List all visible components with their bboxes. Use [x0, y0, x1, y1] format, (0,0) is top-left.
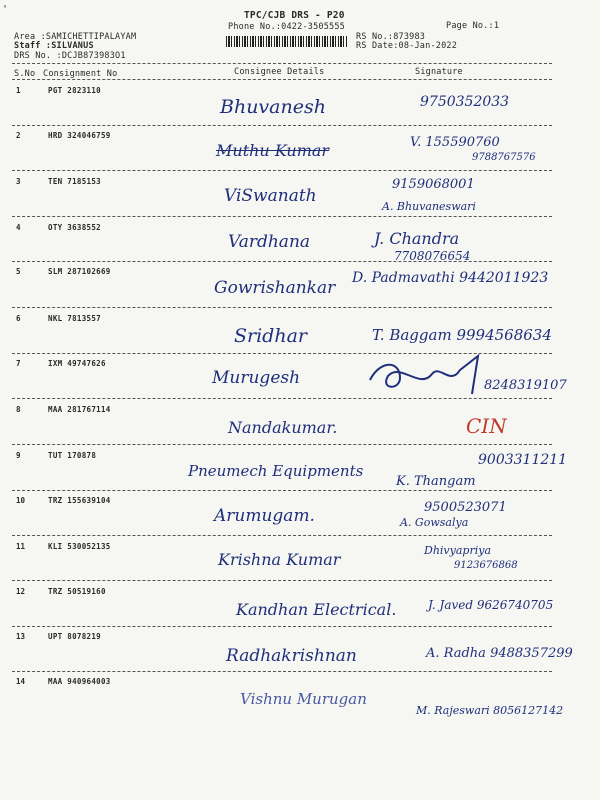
signature: D. Padmavathi 9442011923 — [352, 270, 549, 286]
row-number: 4 — [16, 223, 21, 232]
row-number: 14 — [16, 677, 26, 686]
document-title: TPC/CJB DRS - P20 — [244, 10, 345, 21]
col-consignment: Consignment No — [43, 69, 118, 79]
col-sno: S.No — [14, 69, 36, 79]
consignee-name: Gowrishankar — [214, 278, 336, 298]
corner-mark: ' — [2, 4, 9, 15]
row-number: 3 — [16, 177, 21, 186]
consignment-number: SLM 287102669 — [48, 267, 111, 276]
row-number: 12 — [16, 587, 26, 596]
consignee-name: Krishna Kumar — [218, 550, 341, 569]
consignee-name: Sridhar — [234, 325, 307, 347]
consignee-name: Kandhan Electrical. — [236, 600, 397, 619]
signature: V. 155590760 — [410, 135, 500, 150]
signature-phone: 9500523071 — [424, 500, 507, 515]
area-label: Area :SAMICHETTIPALAYAM — [14, 32, 137, 42]
drs-number: DRS No. :DCJB873983O1 — [14, 51, 126, 61]
divider — [12, 79, 552, 80]
row-number: 7 — [16, 359, 21, 368]
signature-phone: 9159068001 — [392, 177, 475, 192]
row-number: 2 — [16, 131, 21, 140]
consignee-name: Muthu Kumar — [216, 141, 330, 160]
signature: J. Chandra — [374, 229, 460, 248]
rs-number: RS No.:873983 — [356, 32, 426, 42]
consignment-number: MAA 281767114 — [48, 405, 111, 414]
row-number: 10 — [16, 496, 26, 505]
signature: A. Radha 9488357299 — [426, 646, 573, 661]
signature-scribble — [360, 350, 490, 400]
consignee-name: Radhakrishnan — [226, 646, 357, 666]
row-number: 8 — [16, 405, 21, 414]
row-divider — [12, 216, 552, 217]
consignee-name: Nandakumar. — [228, 418, 338, 437]
signature: A. Gowsalya — [400, 516, 469, 529]
signature-phone: 8248319107 — [484, 378, 567, 393]
consignment-number: TUT 170878 — [48, 451, 97, 460]
signature: A. Bhuvaneswari — [382, 200, 476, 213]
consignment-number: UPT 8078219 — [48, 632, 101, 641]
phone-number: Phone No.:0422-3505555 — [228, 22, 345, 32]
row-divider — [12, 671, 552, 672]
barcode — [226, 36, 348, 47]
consignment-number: KLI 530052135 — [48, 542, 111, 551]
row-number: 6 — [16, 314, 21, 323]
row-divider — [12, 580, 552, 581]
consignment-number: TEN 7185153 — [48, 177, 101, 186]
page-number: Page No.:1 — [446, 21, 500, 31]
row-number: 1 — [16, 86, 21, 95]
row-divider — [12, 261, 552, 262]
consignment-number: IXM 49747626 — [48, 359, 106, 368]
row-divider — [12, 535, 552, 536]
col-signature: Signature — [415, 67, 463, 77]
row-number: 9 — [16, 451, 21, 460]
consignee-name: Vardhana — [228, 232, 311, 252]
signature: Dhivyapriya — [424, 544, 491, 557]
row-number: 5 — [16, 267, 21, 276]
consignment-number: MAA 940964003 — [48, 677, 111, 686]
consignee-name: ViSwanath — [224, 186, 317, 206]
signature: M. Rajeswari 8056127142 — [416, 704, 564, 717]
consignee-name: Arumugam. — [214, 506, 315, 526]
consignee-name: Pneumech Equipments — [188, 462, 364, 480]
signature-phone: 9788767576 — [472, 152, 536, 163]
divider — [12, 63, 552, 64]
row-divider — [12, 398, 552, 399]
signature: J. Javed 9626740705 — [428, 598, 554, 612]
signature: 9750352033 — [420, 94, 510, 110]
signature-phone: 7708076654 — [394, 249, 471, 263]
signature: K. Thangam — [396, 474, 476, 489]
consignment-number: TRZ 155639104 — [48, 496, 111, 505]
consignment-number: OTY 3638552 — [48, 223, 101, 232]
signature: CIN — [466, 414, 507, 438]
consignment-number: NKL 7813557 — [48, 314, 101, 323]
signature-phone: 9123676868 — [454, 560, 518, 571]
row-divider — [12, 307, 552, 308]
consignee-name: Murugesh — [212, 368, 301, 388]
row-number: 13 — [16, 632, 26, 641]
row-divider — [12, 444, 552, 445]
consignment-number: PGT 2823110 — [48, 86, 101, 95]
consignment-number: HRD 324046759 — [48, 131, 111, 140]
col-consignee: Consignee Details — [234, 67, 325, 77]
row-divider — [12, 626, 552, 627]
consignee-name: Bhuvanesh — [220, 96, 326, 118]
row-number: 11 — [16, 542, 26, 551]
rs-date: RS Date:08-Jan-2022 — [356, 41, 458, 51]
signature-phone: 9003311211 — [478, 452, 568, 468]
consignment-number: TRZ 50519160 — [48, 587, 106, 596]
consignee-name: Vishnu Murugan — [240, 690, 367, 708]
row-divider — [12, 125, 552, 126]
row-divider — [12, 490, 552, 491]
row-divider — [12, 170, 552, 171]
signature: T. Baggam 9994568634 — [372, 326, 552, 344]
staff-label: Staff :SILVANUS — [14, 41, 94, 51]
